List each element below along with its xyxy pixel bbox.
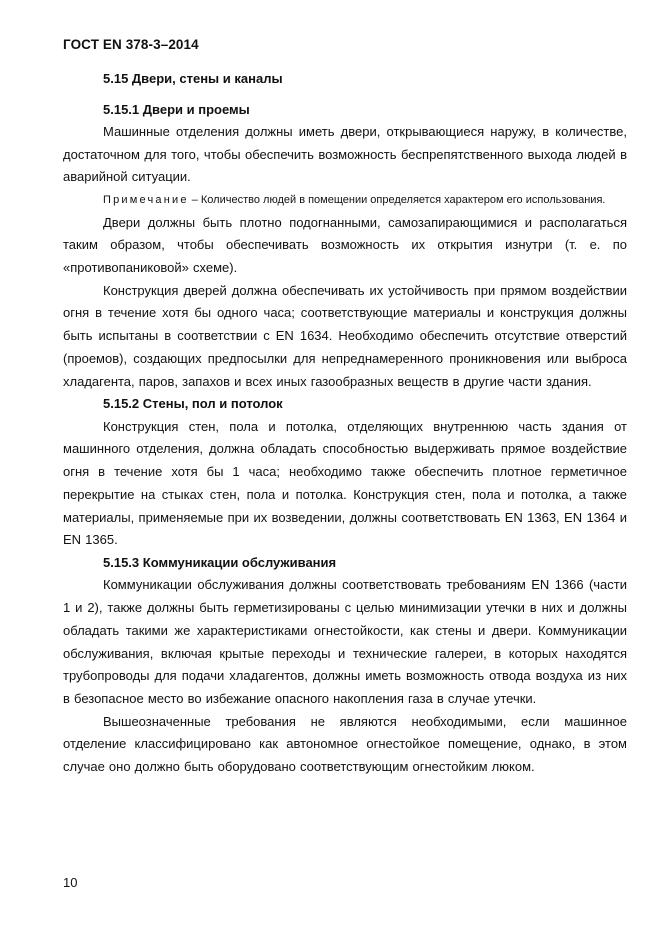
- note-label: Примечание: [103, 194, 189, 207]
- paragraph-doors-fire-resistance: Конструкция дверей должна обеспечивать их устойчивость при прямом воздействии огня в течение хотя бы одного часа; соответствующие материалы и конструкция должны быть испытаны в соответствии с EN 1634. Необходимо обеспечить отсутствие отверстий (проемов), создающих предпосылки для непреднамеренного проникновения или выброса хладагента, паров, запахов и всех иных газообразных веществ в другие части здания.: [63, 282, 627, 389]
- note-text: – Количество людей в помещении определяется характером его использования.: [188, 194, 606, 207]
- document-header: ГОСТ EN 378-3–2014: [63, 37, 199, 52]
- section-heading-5-15-3: 5.15.3 Коммуникации обслуживания: [103, 554, 337, 570]
- paragraph-service-ducts: Коммуникации обслуживания должны соответствовать требованиям EN 1366 (части 1 и 2), также должны быть герметизированы с целью минимизации утечки в них и должны обладать такими же характеристиками огнестойкости, как стены и двери. Коммуникации обслуживания, включая крытые переходы и технические галереи, в которых находятся трубопроводы для подачи хладагентов, должны иметь возможность отвода воздуха из них в безопасное место во избежание опасного накопления газа в случае утечки.: [63, 577, 627, 706]
- paragraph-doors-exits: Машинные отделения должны иметь двери, открывающиеся наружу, в количестве, достаточном для того, чтобы обеспечить возможность беспрепятственного выхода людей в аварийной ситуации.: [63, 124, 627, 185]
- document-body: [63, 68, 627, 779]
- section-heading-5-15-1: 5.15.1 Двери и проемы: [103, 101, 250, 117]
- page-number: 10: [63, 875, 78, 890]
- section-heading-5-15: 5.15 Двери, стены и каналы: [103, 71, 283, 86]
- paragraph-requirements-exception: Вышеозначенные требования не являются необходимыми, если машинное отделение классифицировано как автономное огнестойкое помещение, однако, в этом случае оно должно быть оборудовано соответствующим огнестойким люком.: [63, 713, 627, 775]
- note-paragraph: [63, 189, 627, 212]
- paragraph-doors-self-closing: Двери должны быть плотно подогнанными, самозапирающимися и располагаться таким образом, чтобы обеспечивать возможность их открытия изнутри (т. е. по «противопаниковой» схеме).: [63, 214, 627, 276]
- paragraph-walls-floor-ceiling: Конструкция стен, пола и потолка, отделяющих внутреннюю часть здания от машинного отделения, должна обладать способностью выдерживать прямое воздействие огня в течение хотя бы 1 часа; необходимо также обеспечить плотное герметичное перекрытие на стыках стен, пола и потолка. Конструкция стен, пола и потолка, а также материалы, применяемые при их возведении, должны соответствовать EN 1363, EN 1364 и EN 1365.: [63, 418, 627, 548]
- section-heading-5-15-2: 5.15.2 Стены, пол и потолок: [103, 396, 283, 412]
